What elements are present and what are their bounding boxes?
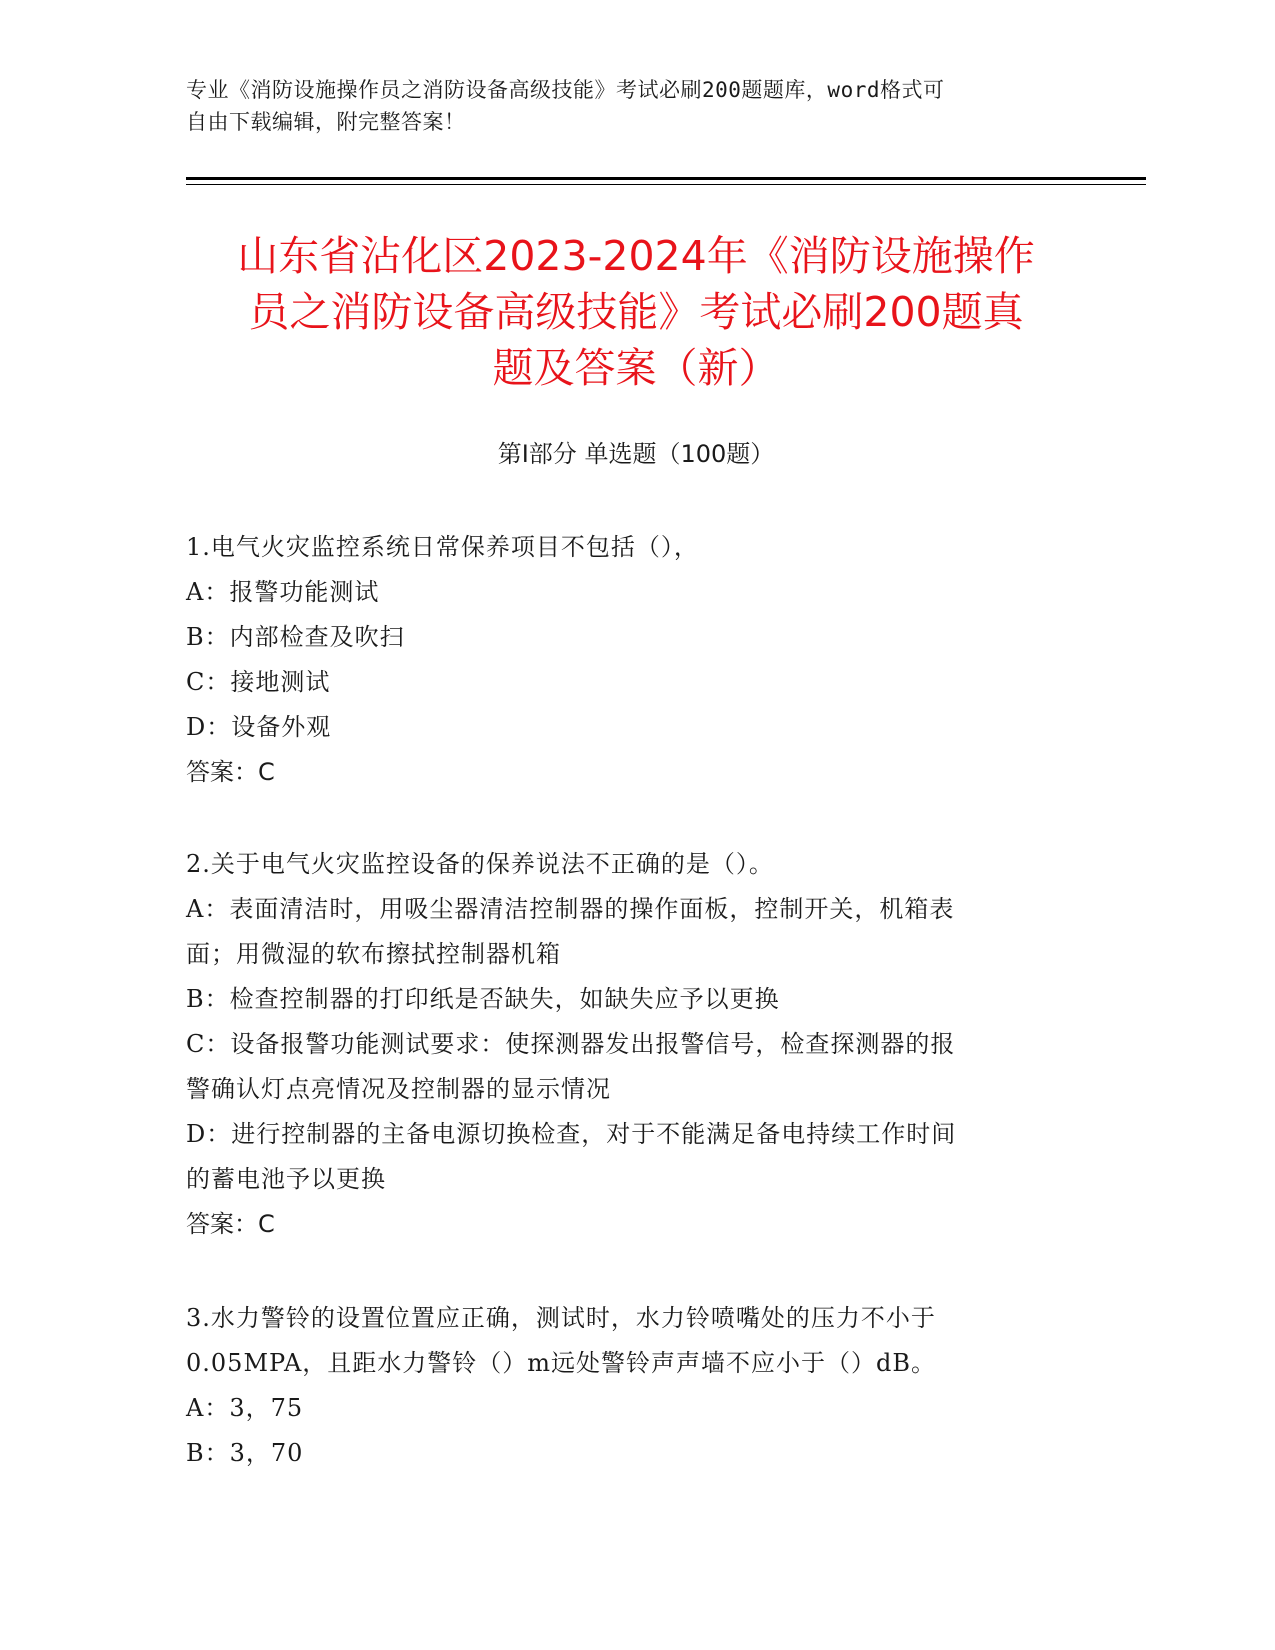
option-a: A：报警功能测试: [186, 578, 380, 606]
question-stem-continued: 0.05MPA，且距水力警铃（）m远处警铃声声墙不应小于（）dB。: [186, 1349, 937, 1377]
title-line: 题及答案（新）: [492, 344, 780, 392]
page-title: [186, 228, 1086, 396]
question-3: [186, 1296, 1086, 1476]
title-line: 员之消防设备高级技能》考试必刷200题真: [248, 288, 1024, 336]
header-note-line: 自由下载编辑，附完整答案！: [186, 110, 466, 134]
question-2: [186, 842, 1086, 1247]
answer: 答案：C: [186, 1210, 275, 1238]
header-note-line: 专业《消防设施操作员之消防设备高级技能》考试必刷200题题库，word格式可: [186, 78, 945, 102]
option-d: D：进行控制器的主备电源切换检查，对于不能满足备电持续工作时间: [186, 1120, 957, 1148]
option-a: A：3，75: [186, 1394, 304, 1422]
option-c-continued: 警确认灯点亮情况及控制器的显示情况: [186, 1075, 611, 1103]
option-d-continued: 的蓄电池予以更换: [186, 1165, 386, 1193]
option-b: B：内部检查及吹扫: [186, 623, 405, 651]
header-divider-thin: [186, 184, 1146, 185]
section-title: 第Ⅰ部分 单选题（100题）: [497, 440, 775, 468]
title-line: 山东省沾化区2023-2024年《消防设施操作: [237, 232, 1035, 280]
question-stem: 3.水力警铃的设置位置应正确，测试时，水力铃喷嘴处的压力不小于: [186, 1304, 936, 1332]
header-divider-thick: [186, 177, 1146, 180]
option-b: B：检查控制器的打印纸是否缺失，如缺失应予以更换: [186, 985, 780, 1013]
question-stem: 1.电气火灾监控系统日常保养项目不包括（），: [186, 533, 699, 561]
option-c: C：设备报警功能测试要求：使探测器发出报警信号，检查探测器的报: [186, 1030, 956, 1058]
answer: 答案：C: [186, 758, 275, 786]
question-1: [186, 525, 1086, 795]
option-c: C：接地测试: [186, 668, 331, 696]
option-a-continued: 面；用微湿的软布擦拭控制器机箱: [186, 940, 561, 968]
question-stem: 2.关于电气火灾监控设备的保养说法不正确的是（）。: [186, 850, 774, 878]
option-a: A：表面清洁时，用吸尘器清洁控制器的操作面板，控制开关，机箱表: [186, 895, 955, 923]
option-b: B：3，70: [186, 1439, 304, 1467]
option-d: D：设备外观: [186, 713, 332, 741]
header-note: [186, 74, 1086, 138]
